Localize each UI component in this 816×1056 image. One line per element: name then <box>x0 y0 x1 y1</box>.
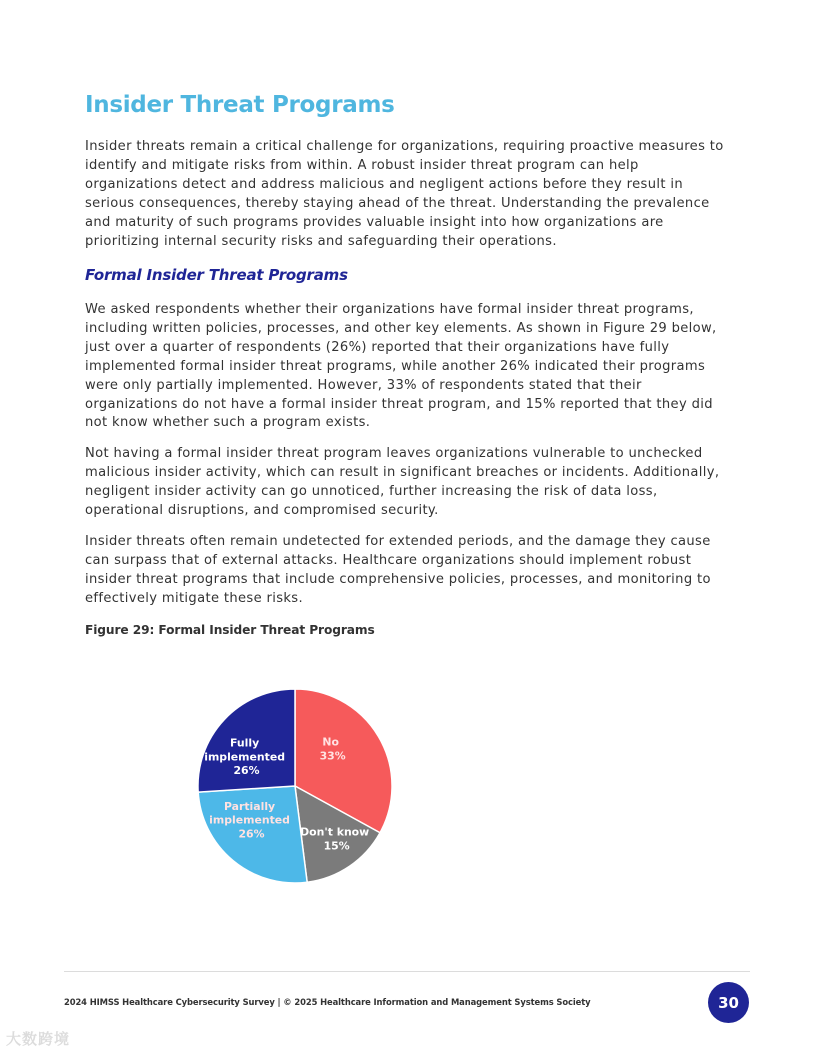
pie-chart-svg <box>196 687 394 885</box>
pie-slices <box>198 689 392 883</box>
page-title: Insider Threat Programs <box>85 92 395 118</box>
footer-text: 2024 HIMSS Healthcare Cybersecurity Survey | © 2025 Healthcare Information and Management Systems Society <box>64 997 591 1007</box>
page-number-badge: 30 <box>708 982 749 1023</box>
slice-label-fully: Fully implemented 26% <box>204 736 285 778</box>
body-paragraph-3: Insider threats often remain undetected for extended periods, and the damage they cause can surpass that of external attacks. Healthcare organizations should implement robust insider threat programs that include comprehensive policies, processes, and monitoring to effectively mitigate these risks. <box>85 534 711 606</box>
figure-caption: Figure 29: Formal Insider Threat Programs <box>85 623 375 637</box>
watermark: 大数跨境 <box>6 1030 71 1048</box>
pie-chart <box>196 687 394 885</box>
body-paragraph-2: Not having a formal insider threat program leaves organizations vulnerable to unchecked malicious insider activity, which can result in significant breaches or incidents. Additionally, negligent insider activity can go unnoticed, further increasing the risk of data loss, operational disruptions, and compromised security. <box>85 446 720 518</box>
slice-label-partially: Partially implemented 26% <box>209 799 290 841</box>
body-paragraph-1: We asked respondents whether their organizations have formal insider threat programs, including written policies, processes, and other key elements. As shown in Figure 29 below, just over a quarter of respondents (26%) reported that their organizations have fully implemented formal insider threat programs, while another 26% indicated their programs were only partially implemented. However, 33% of respondents stated that their organizations do not have a formal insider threat program, and 15% reported that they did not know whether such a program exists. <box>85 302 717 431</box>
footer-divider <box>64 971 750 972</box>
intro-paragraph: Insider threats remain a critical challenge for organizations, requiring proactive measures to identify and mitigate risks from within. A robust insider threat program can help organizations detect and address malicious and negligent actions before they result in serious consequences, thereby staying ahead of the threat. Understanding the prevalence and maturity of such programs provides valuable insight into how organizations are prioritizing internal security risks and safeguarding their operations. <box>85 139 724 249</box>
slice-label-no: No 33% <box>319 735 346 763</box>
section-subheading: Formal Insider Threat Programs <box>85 266 348 284</box>
slice-label-dont-know: Don't know 15% <box>300 825 370 853</box>
